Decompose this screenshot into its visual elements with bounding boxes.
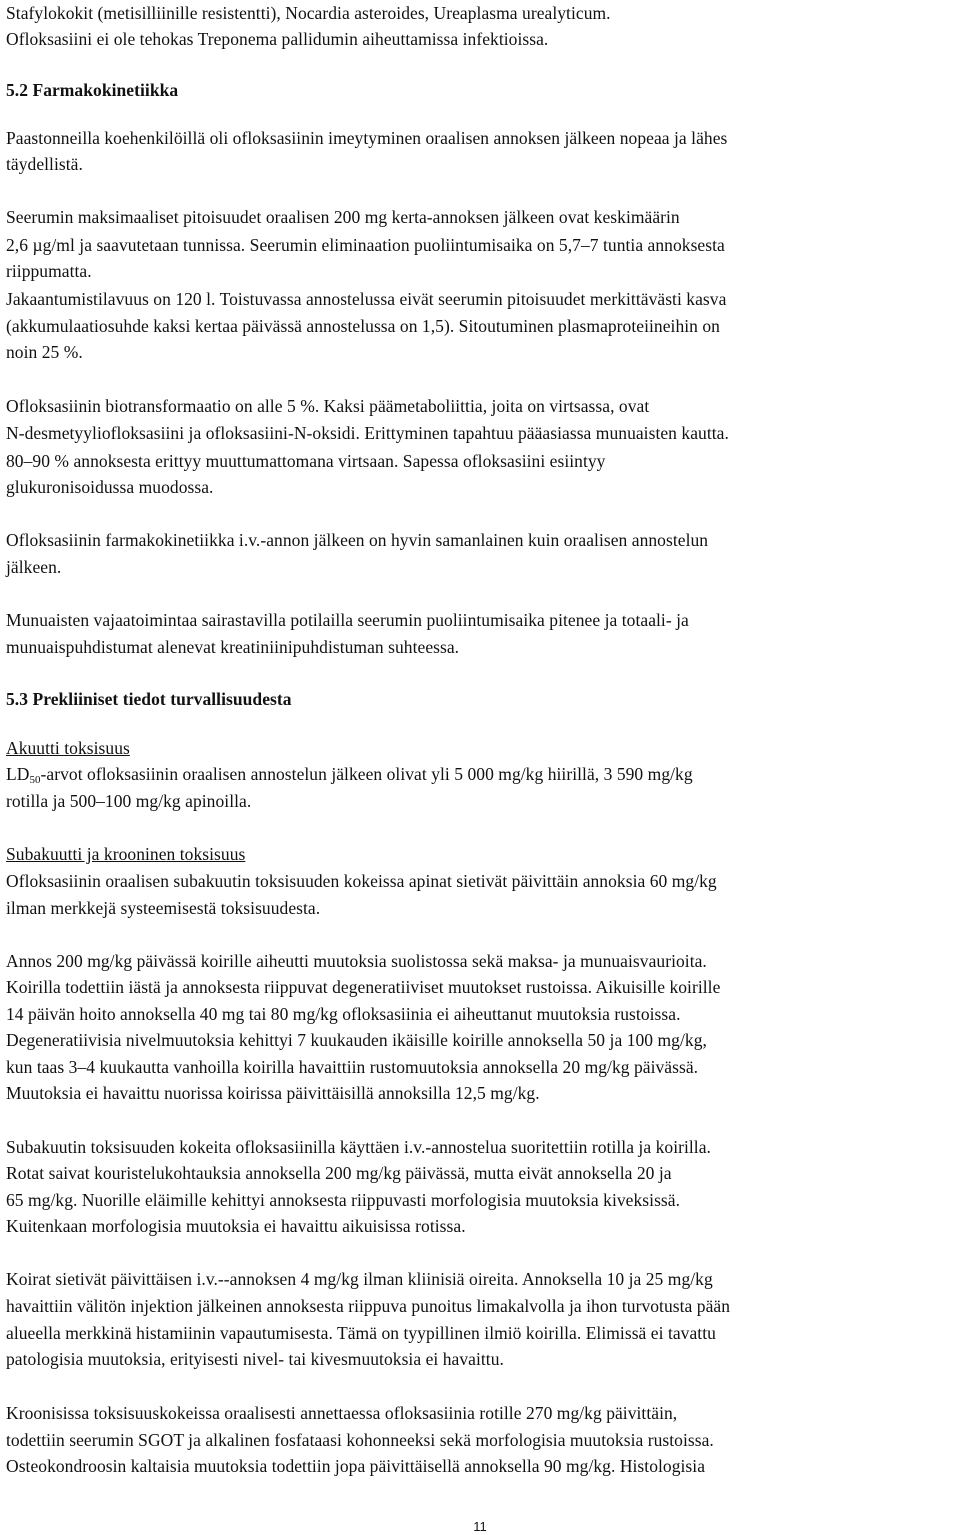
subsection-heading: Akuutti toksisuus — [6, 738, 130, 758]
text-line: ilman merkkejä systeemisestä toksisuudesta. — [6, 898, 321, 918]
text-line: Ofloksasiinin oraalisen subakuutin toksisuuden kokeissa apinat sietivät päivittäin annoksia 60 mg/kg — [6, 871, 717, 891]
text-line: glukuronisoidussa muodossa. — [6, 477, 214, 497]
text-line: munuaispuhdistumat alenevat kreatiniinipuhdistuman suhteessa. — [6, 637, 460, 657]
text-line: täydellistä. — [6, 154, 83, 174]
text-line: rotilla ja 500–100 mg/kg apinoilla. — [6, 791, 252, 811]
text-line: Subakuutin toksisuuden kokeita ofloksasiinilla käyttäen i.v.-annostelua suoritettiin rotilla ja koirilla. — [6, 1137, 711, 1157]
text-line: 14 päivän hoito annoksella 40 mg tai 80 mg/kg ofloksasiinia ei aiheuttanut muutoksia rustoissa. — [6, 1004, 681, 1024]
text-line: 65 mg/kg. Nuorille eläimille kehittyi annoksesta riippuvasti morfologisia muutoksia kiveksissä. — [6, 1190, 681, 1210]
text-line: Stafylokokit (metisilliinille resistentti), Nocardia asteroides, Ureaplasma urealyticum. — [6, 3, 611, 23]
page-number: 11 — [473, 1519, 487, 1534]
text-line: todettiin seerumin SGOT ja alkalinen fosfataasi kohonneeksi sekä morfologisia muutoksia rustoissa. — [6, 1430, 714, 1450]
text-line: Rotat saivat kouristelukohtauksia annoksella 200 mg/kg päivässä, mutta eivät annoksella 20 ja — [6, 1163, 672, 1183]
ld50-prefix: LD — [6, 764, 30, 784]
text-line: Koirat sietivät päivittäisen i.v.--annoksen 4 mg/kg ilman kliinisiä oireita. Annoksella 10 ja 25 mg/kg — [6, 1269, 713, 1289]
text-line: Degeneratiivisia nivelmuutoksia kehittyi 7 kuukauden ikäisille koirille annoksella 50 ja 100 mg/kg, — [6, 1030, 707, 1050]
text-line: Kuitenkaan morfologisia muutoksia ei havaittu aikuisissa rotissa. — [6, 1216, 466, 1236]
text-line: Koirilla todettiin iästä ja annoksesta riippuvat degeneratiiviset muutokset rustoissa. Aikuisille koirille — [6, 977, 721, 997]
text-line: 2,6 µg/ml ja saavutetaan tunnissa. Seerumin eliminaation puoliintumisaika on 5,7–7 tuntia annoksesta — [6, 235, 725, 255]
text-line: alueella merkkinä histamiinin vapautumisesta. Tämä on tyypillinen ilmiö koirilla. Elimissä ei tavattu — [6, 1323, 716, 1343]
text-line: noin 25 %. — [6, 342, 83, 362]
text-line: N-desmetyyliofloksasiini ja ofloksasiini-N-oksidi. Erittyminen tapahtuu pääasiassa munuaisten kautta. — [6, 423, 729, 443]
text-line: Ofloksasiinin farmakokinetiikka i.v.-annon jälkeen on hyvin samanlainen kuin oraalisen annostelun — [6, 530, 709, 550]
ld50-text: -arvot ofloksasiinin oraalisen annostelun jälkeen olivat yli 5 000 mg/kg hiirillä, 3 590 mg/kg — [40, 764, 693, 784]
text-line: patologisia muutoksia, erityisesti nivel- tai kivesmuutoksia ei havaittu. — [6, 1349, 504, 1369]
text-line: havaittiin välitön injektion jälkeinen annoksesta riippuva punoitus limakalvolla ja ihon turvotusta pään — [6, 1296, 731, 1316]
text-line: kun taas 3–4 kuukautta vanhoilla koirilla havaittiin rustomuutoksia annoksella 20 mg/kg päivässä. — [6, 1057, 699, 1077]
text-line: Munuaisten vajaatoimintaa sairastavilla potilailla seerumin puoliintumisaika pitenee ja totaali- ja — [6, 610, 689, 630]
ld50-subscript: 50 — [29, 774, 41, 786]
text-line: Kroonisissa toksisuuskokeissa oraalisesti annettaessa ofloksasiinia rotille 270 mg/kg päivittäin, — [6, 1403, 678, 1423]
text-line: Ofloksasiinin biotransformaatio on alle 5 %. Kaksi päämetaboliittia, joita on virtsassa, ovat — [6, 396, 650, 416]
ld50-line — [6, 763, 693, 791]
section-heading: 5.3 Prekliiniset tiedot turvallisuudesta — [6, 689, 292, 709]
text-line: riippumatta. — [6, 261, 92, 281]
text-line: Seerumin maksimaaliset pitoisuudet oraalisen 200 mg kerta-annoksen jälkeen ovat keskimäärin — [6, 207, 680, 227]
text-line: (akkumulaatiosuhde kaksi kertaa päivässä annostelussa on 1,5). Sitoutuminen plasmaproteiineihin on — [6, 316, 720, 336]
subsection-heading: Subakuutti ja krooninen toksisuus — [6, 844, 246, 864]
text-line: Jakaantumistilavuus on 120 l. Toistuvassa annostelussa eivät seerumin pitoisuudet merkittävästi kasva — [6, 289, 727, 309]
text-line: Ofloksasiini ei ole tehokas Treponema pallidumin aiheuttamissa infektioissa. — [6, 29, 549, 49]
text-line: 80–90 % annoksesta erittyy muuttumattomana virtsaan. Sapessa ofloksasiini esiintyy — [6, 451, 606, 471]
text-line: Paastonneilla koehenkilöillä oli ofloksasiinin imeytyminen oraalisen annoksen jälkeen nopeaa ja lähes — [6, 128, 728, 148]
text-line: jälkeen. — [6, 557, 62, 577]
text-line: Osteokondroosin kaltaisia muutoksia todettiin jopa päivittäisellä annoksella 90 mg/kg. Histologisia — [6, 1456, 706, 1476]
text-line: Muutoksia ei havaittu nuorissa koirissa päivittäisillä annoksilla 12,5 mg/kg. — [6, 1083, 540, 1103]
text-line: Annos 200 mg/kg päivässä koirille aiheutti muutoksia suolistossa sekä maksa- ja munuaisvaurioita. — [6, 951, 707, 971]
section-heading: 5.2 Farmakokinetiikka — [6, 80, 179, 100]
